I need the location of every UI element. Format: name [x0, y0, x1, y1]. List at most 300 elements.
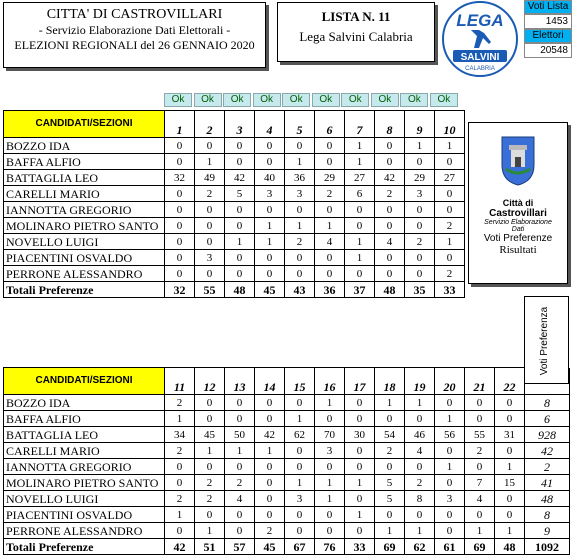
table-row [4, 266, 465, 282]
vote-cell: 4 [375, 234, 405, 250]
vote-cell: 0 [195, 507, 225, 523]
table-row [4, 170, 465, 186]
vote-cell: 0 [255, 395, 285, 411]
candidate-name: PIACENTINI OSVALDO [4, 507, 165, 523]
vote-cell: 1 [405, 138, 435, 154]
vote-cell: 0 [165, 266, 195, 282]
vote-cell: 0 [285, 523, 315, 539]
vote-cell: 4 [465, 491, 495, 507]
vote-cell: 0 [315, 138, 345, 154]
section-number: 18 [375, 368, 405, 395]
vote-cell: 2 [435, 266, 465, 282]
vote-cell: 0 [225, 411, 255, 427]
total-cell: 33 [435, 282, 465, 298]
table-row [4, 186, 465, 202]
svg-text:LEGA: LEGA [456, 11, 504, 30]
table-row [4, 459, 570, 475]
vote-cell: 0 [495, 507, 525, 523]
vote-cell: 0 [405, 218, 435, 234]
vote-cell: 0 [495, 395, 525, 411]
total-cell: 61 [435, 539, 465, 555]
vote-cell: 0 [345, 459, 375, 475]
total-cell: 32 [165, 282, 195, 298]
side-voti-preferenze: Voti Preferenze [483, 233, 553, 244]
candidate-name: BATTAGLIA LEO [4, 170, 165, 186]
vote-cell: 0 [345, 491, 375, 507]
section-number: 14 [255, 368, 285, 395]
ok-cell: Ok [164, 93, 192, 107]
vote-cell: 0 [285, 395, 315, 411]
vote-cell: 0 [165, 138, 195, 154]
candidate-total: 48 [525, 491, 570, 507]
vote-cell: 1 [495, 459, 525, 475]
vote-cell: 0 [345, 218, 375, 234]
vote-cell: 2 [165, 395, 195, 411]
section-number: 11 [165, 368, 195, 395]
preferences-table-1 [3, 110, 465, 298]
vote-cell: 0 [285, 507, 315, 523]
vote-cell: 0 [435, 475, 465, 491]
vote-cell: 3 [255, 186, 285, 202]
table-row [4, 202, 465, 218]
vote-cell: 0 [195, 202, 225, 218]
vote-cell: 0 [435, 443, 465, 459]
side-city-label: Città di [502, 198, 534, 208]
vote-cell: 0 [165, 186, 195, 202]
total-cell: 62 [405, 539, 435, 555]
candidate-name: NOVELLO LUIGI [4, 491, 165, 507]
total-cell: 48 [225, 282, 255, 298]
candidate-name: CARELLI MARIO [4, 186, 165, 202]
vote-cell: 1 [405, 395, 435, 411]
header-row [4, 111, 465, 138]
vote-cell: 7 [465, 475, 495, 491]
vote-cell: 0 [165, 475, 195, 491]
section-number: 13 [225, 368, 255, 395]
vote-cell: 1 [315, 218, 345, 234]
vote-cell: 0 [375, 266, 405, 282]
svg-text:CALABRIA: CALABRIA [465, 66, 495, 72]
vote-cell: 0 [255, 202, 285, 218]
candidate-name: BAFFA ALFIO [4, 411, 165, 427]
vote-cell: 0 [315, 154, 345, 170]
total-cell: 69 [465, 539, 495, 555]
side-city-name: Castrovillari [489, 208, 547, 219]
vote-cell: 0 [465, 507, 495, 523]
total-cell: 48 [495, 539, 525, 555]
vote-cell: 0 [225, 202, 255, 218]
vote-cell: 34 [165, 427, 195, 443]
ok-cell: Ok [430, 93, 458, 107]
section-number: 22 [495, 368, 525, 395]
vote-cell: 1 [435, 138, 465, 154]
total-cell: 35 [405, 282, 435, 298]
vote-cell: 0 [405, 250, 435, 266]
vote-cell: 0 [345, 202, 375, 218]
candidate-name: IANNOTTA GREGORIO [4, 202, 165, 218]
vote-cell: 0 [255, 138, 285, 154]
section-number: 2 [195, 111, 225, 138]
candidate-total: 928 [525, 427, 570, 443]
vote-cell: 0 [405, 202, 435, 218]
vote-cell: 0 [165, 202, 195, 218]
vote-cell: 0 [225, 523, 255, 539]
vote-cell: 3 [195, 250, 225, 266]
total-cell: 67 [285, 539, 315, 555]
side-dati: Dati [511, 226, 525, 233]
vote-cell: 0 [285, 266, 315, 282]
candidate-name: BATTAGLIA LEO [4, 427, 165, 443]
candidate-total: 9 [525, 523, 570, 539]
table-row [4, 250, 465, 266]
ok-cell: Ok [400, 93, 428, 107]
lista-title: LISTA N. 11 [321, 9, 391, 24]
candidate-name: BOZZO IDA [4, 138, 165, 154]
city-crest-icon [498, 135, 538, 187]
vote-cell: 0 [405, 266, 435, 282]
voti-lista-value: 1453 [524, 14, 572, 29]
vote-cell: 0 [435, 154, 465, 170]
total-cell: 42 [165, 539, 195, 555]
vote-cell: 40 [255, 170, 285, 186]
table-row [4, 138, 465, 154]
vote-cell: 1 [315, 491, 345, 507]
total-cell: 45 [255, 539, 285, 555]
ok-cell: Ok [312, 93, 340, 107]
vote-cell: 1 [255, 218, 285, 234]
vote-cell: 0 [195, 138, 225, 154]
section-number: 8 [375, 111, 405, 138]
vote-cell: 32 [165, 170, 195, 186]
vote-cell: 2 [405, 475, 435, 491]
vote-cell: 1 [315, 475, 345, 491]
ok-cell: Ok [341, 93, 369, 107]
vote-cell: 0 [285, 138, 315, 154]
vote-cell: 0 [315, 523, 345, 539]
vote-cell: 1 [195, 523, 225, 539]
vote-cell: 30 [345, 427, 375, 443]
vote-cell: 1 [345, 234, 375, 250]
vote-cell: 1 [225, 234, 255, 250]
vote-cell: 0 [465, 395, 495, 411]
vote-cell: 0 [435, 523, 465, 539]
vote-cell: 3 [405, 186, 435, 202]
vote-cell: 0 [315, 459, 345, 475]
table-row [4, 154, 465, 170]
grand-total: 1092 [525, 539, 570, 555]
vote-cell: 0 [225, 154, 255, 170]
vote-cell: 5 [375, 491, 405, 507]
ok-cell: Ok [371, 93, 399, 107]
vote-cell: 0 [285, 202, 315, 218]
candidate-name: CARELLI MARIO [4, 443, 165, 459]
candidate-name: PERRONE ALESSANDRO [4, 266, 165, 282]
candidate-name: PIACENTINI OSVALDO [4, 250, 165, 266]
vote-cell: 4 [405, 443, 435, 459]
vote-cell: 0 [315, 266, 345, 282]
vote-cell: 0 [255, 459, 285, 475]
section-number: 4 [255, 111, 285, 138]
totals-row [4, 282, 465, 298]
section-number: 17 [345, 368, 375, 395]
vote-cell: 0 [225, 266, 255, 282]
table-row [4, 395, 570, 411]
vote-cell: 2 [435, 218, 465, 234]
vertical-label: Voti Preferenza [539, 306, 550, 376]
vote-cell: 2 [375, 443, 405, 459]
vote-cell: 0 [495, 443, 525, 459]
section-number: 21 [465, 368, 495, 395]
vote-cell: 1 [165, 411, 195, 427]
lega-logo [441, 0, 519, 78]
vote-cell: 0 [225, 395, 255, 411]
table-row [4, 491, 570, 507]
total-cell: 48 [375, 282, 405, 298]
vote-cell: 54 [375, 427, 405, 443]
vote-cell: 0 [195, 234, 225, 250]
section-number: 16 [315, 368, 345, 395]
vote-cell: 1 [285, 218, 315, 234]
vote-cell: 1 [435, 411, 465, 427]
vote-cell: 36 [285, 170, 315, 186]
vote-cell: 2 [195, 491, 225, 507]
vote-cell: 2 [225, 475, 255, 491]
vote-cell: 6 [345, 186, 375, 202]
vote-cell: 0 [165, 523, 195, 539]
section-number: 20 [435, 368, 465, 395]
votes-panel [524, 0, 572, 58]
vote-cell: 4 [225, 491, 255, 507]
vote-cell: 0 [375, 202, 405, 218]
vote-cell: 29 [315, 170, 345, 186]
vote-cell: 1 [495, 523, 525, 539]
candidate-name: BAFFA ALFIO [4, 154, 165, 170]
section-number: 6 [315, 111, 345, 138]
section-number: 12 [195, 368, 225, 395]
vote-cell: 2 [165, 491, 195, 507]
vote-cell: 31 [495, 427, 525, 443]
vote-cell: 1 [375, 395, 405, 411]
header-row [4, 368, 570, 395]
vote-cell: 0 [225, 138, 255, 154]
vote-cell: 3 [435, 491, 465, 507]
vote-cell: 0 [195, 411, 225, 427]
vote-cell: 0 [195, 459, 225, 475]
vote-cell: 0 [285, 443, 315, 459]
vote-cell: 0 [285, 250, 315, 266]
vote-cell: 0 [375, 250, 405, 266]
vote-cell: 0 [375, 411, 405, 427]
vote-cell: 0 [315, 507, 345, 523]
vote-cell: 1 [345, 507, 375, 523]
vote-cell: 1 [225, 443, 255, 459]
vote-cell: 3 [285, 491, 315, 507]
vote-cell: 0 [165, 459, 195, 475]
vote-cell: 2 [465, 443, 495, 459]
vote-cell: 0 [165, 154, 195, 170]
vote-cell: 0 [255, 475, 285, 491]
vote-cell: 1 [345, 475, 375, 491]
vote-cell: 0 [255, 411, 285, 427]
vote-cell: 5 [375, 475, 405, 491]
candidate-total: 6 [525, 411, 570, 427]
header-city: CITTA' DI CASTROVILLARI [46, 7, 223, 22]
vote-cell: 1 [255, 443, 285, 459]
vote-cell: 50 [225, 427, 255, 443]
header-election: ELEZIONI REGIONALI del 26 GENNAIO 2020 [14, 38, 255, 52]
vote-cell: 1 [465, 523, 495, 539]
section-number: 15 [285, 368, 315, 395]
vote-cell: 45 [195, 427, 225, 443]
section-number: 1 [165, 111, 195, 138]
vote-cell: 1 [375, 523, 405, 539]
side-service: Servizio Elaborazione [484, 219, 552, 226]
candidate-name: MOLINARO PIETRO SANTO [4, 475, 165, 491]
vote-cell: 0 [375, 459, 405, 475]
candidate-total: 42 [525, 443, 570, 459]
vote-cell: 0 [165, 218, 195, 234]
vote-cell: 1 [195, 443, 225, 459]
vote-cell: 0 [195, 395, 225, 411]
city-info-box [468, 122, 568, 284]
ok-cell: Ok [282, 93, 310, 107]
total-cell: 33 [345, 539, 375, 555]
candidate-total: 41 [525, 475, 570, 491]
total-cell: 55 [195, 282, 225, 298]
side-risultati: Risultati [499, 244, 537, 256]
vote-cell: 0 [315, 411, 345, 427]
vertical-label-box [524, 296, 569, 384]
vote-cell: 0 [255, 491, 285, 507]
vote-cell: 0 [435, 395, 465, 411]
vote-cell: 62 [285, 427, 315, 443]
vote-cell: 70 [315, 427, 345, 443]
totals-label: Totali Preferenze [4, 282, 165, 298]
vote-cell: 0 [465, 411, 495, 427]
vote-cell: 0 [405, 154, 435, 170]
vote-cell: 1 [345, 250, 375, 266]
section-number: 7 [345, 111, 375, 138]
vote-cell: 1 [285, 154, 315, 170]
vote-cell: 0 [225, 507, 255, 523]
vote-cell: 0 [255, 154, 285, 170]
vote-cell: 4 [315, 234, 345, 250]
vote-cell: 0 [285, 459, 315, 475]
vote-cell: 0 [435, 202, 465, 218]
candidates-header: CANDIDATI/SEZIONI [4, 111, 165, 138]
vote-cell: 27 [435, 170, 465, 186]
vote-cell: 2 [375, 186, 405, 202]
vote-cell: 0 [195, 218, 225, 234]
total-cell: 37 [345, 282, 375, 298]
vote-cell: 46 [405, 427, 435, 443]
vote-cell: 0 [225, 459, 255, 475]
vote-cell: 2 [405, 234, 435, 250]
vote-cell: 0 [255, 507, 285, 523]
header-service: - Servizio Elaborazione Dati Elettorali - [38, 23, 231, 37]
vote-cell: 1 [195, 154, 225, 170]
vote-cell: 1 [165, 507, 195, 523]
vote-cell: 0 [315, 250, 345, 266]
preferences-table-2 [3, 367, 570, 555]
vote-cell: 0 [405, 411, 435, 427]
vote-cell: 2 [255, 523, 285, 539]
vote-cell: 0 [345, 523, 375, 539]
table-row [4, 507, 570, 523]
section-number: 10 [435, 111, 465, 138]
table-row [4, 475, 570, 491]
table-row [4, 218, 465, 234]
candidate-name: MOLINARO PIETRO SANTO [4, 218, 165, 234]
lista-name: Lega Salvini Calabria [299, 29, 413, 44]
vote-cell: 0 [405, 459, 435, 475]
ok-cell: Ok [223, 93, 251, 107]
vote-cell: 0 [435, 250, 465, 266]
vote-cell: 1 [315, 395, 345, 411]
ok-row [164, 93, 459, 107]
vote-cell: 2 [315, 186, 345, 202]
vote-cell: 5 [225, 186, 255, 202]
vote-cell: 1 [255, 234, 285, 250]
vote-cell: 42 [375, 170, 405, 186]
vote-cell: 0 [255, 266, 285, 282]
vote-cell: 3 [315, 443, 345, 459]
vote-cell: 1 [345, 138, 375, 154]
total-cell: 45 [255, 282, 285, 298]
vote-cell: 0 [375, 154, 405, 170]
vote-cell: 0 [165, 234, 195, 250]
vote-cell: 0 [225, 218, 255, 234]
candidate-name: BOZZO IDA [4, 395, 165, 411]
table-row [4, 234, 465, 250]
vote-cell: 0 [315, 202, 345, 218]
vote-cell: 1 [285, 411, 315, 427]
vote-cell: 2 [285, 234, 315, 250]
vote-cell: 0 [345, 411, 375, 427]
total-cell: 51 [195, 539, 225, 555]
candidate-name: IANNOTTA GREGORIO [4, 459, 165, 475]
total-cell: 76 [315, 539, 345, 555]
vote-cell: 1 [405, 523, 435, 539]
elettori-label: Elettori [524, 29, 572, 43]
vote-cell: 1 [345, 154, 375, 170]
vote-cell: 2 [195, 475, 225, 491]
vote-cell: 0 [195, 266, 225, 282]
vote-cell: 0 [165, 250, 195, 266]
vote-cell: 0 [225, 250, 255, 266]
section-number: 5 [285, 111, 315, 138]
vote-cell: 0 [495, 491, 525, 507]
vote-cell: 0 [435, 507, 465, 523]
candidates-header: CANDIDATI/SEZIONI [4, 368, 165, 395]
section-number: 19 [405, 368, 435, 395]
vote-cell: 29 [405, 170, 435, 186]
totals-row [4, 539, 570, 555]
table-row [4, 523, 570, 539]
vote-cell: 2 [165, 443, 195, 459]
section-number: 9 [405, 111, 435, 138]
candidate-total: 8 [525, 395, 570, 411]
vote-cell: 15 [495, 475, 525, 491]
vote-cell: 0 [435, 186, 465, 202]
vote-cell: 1 [435, 234, 465, 250]
vote-cell: 2 [195, 186, 225, 202]
ok-cell: Ok [253, 93, 281, 107]
vote-cell: 27 [345, 170, 375, 186]
vote-cell: 56 [435, 427, 465, 443]
section-number: 3 [225, 111, 255, 138]
candidate-total: 2 [525, 459, 570, 475]
